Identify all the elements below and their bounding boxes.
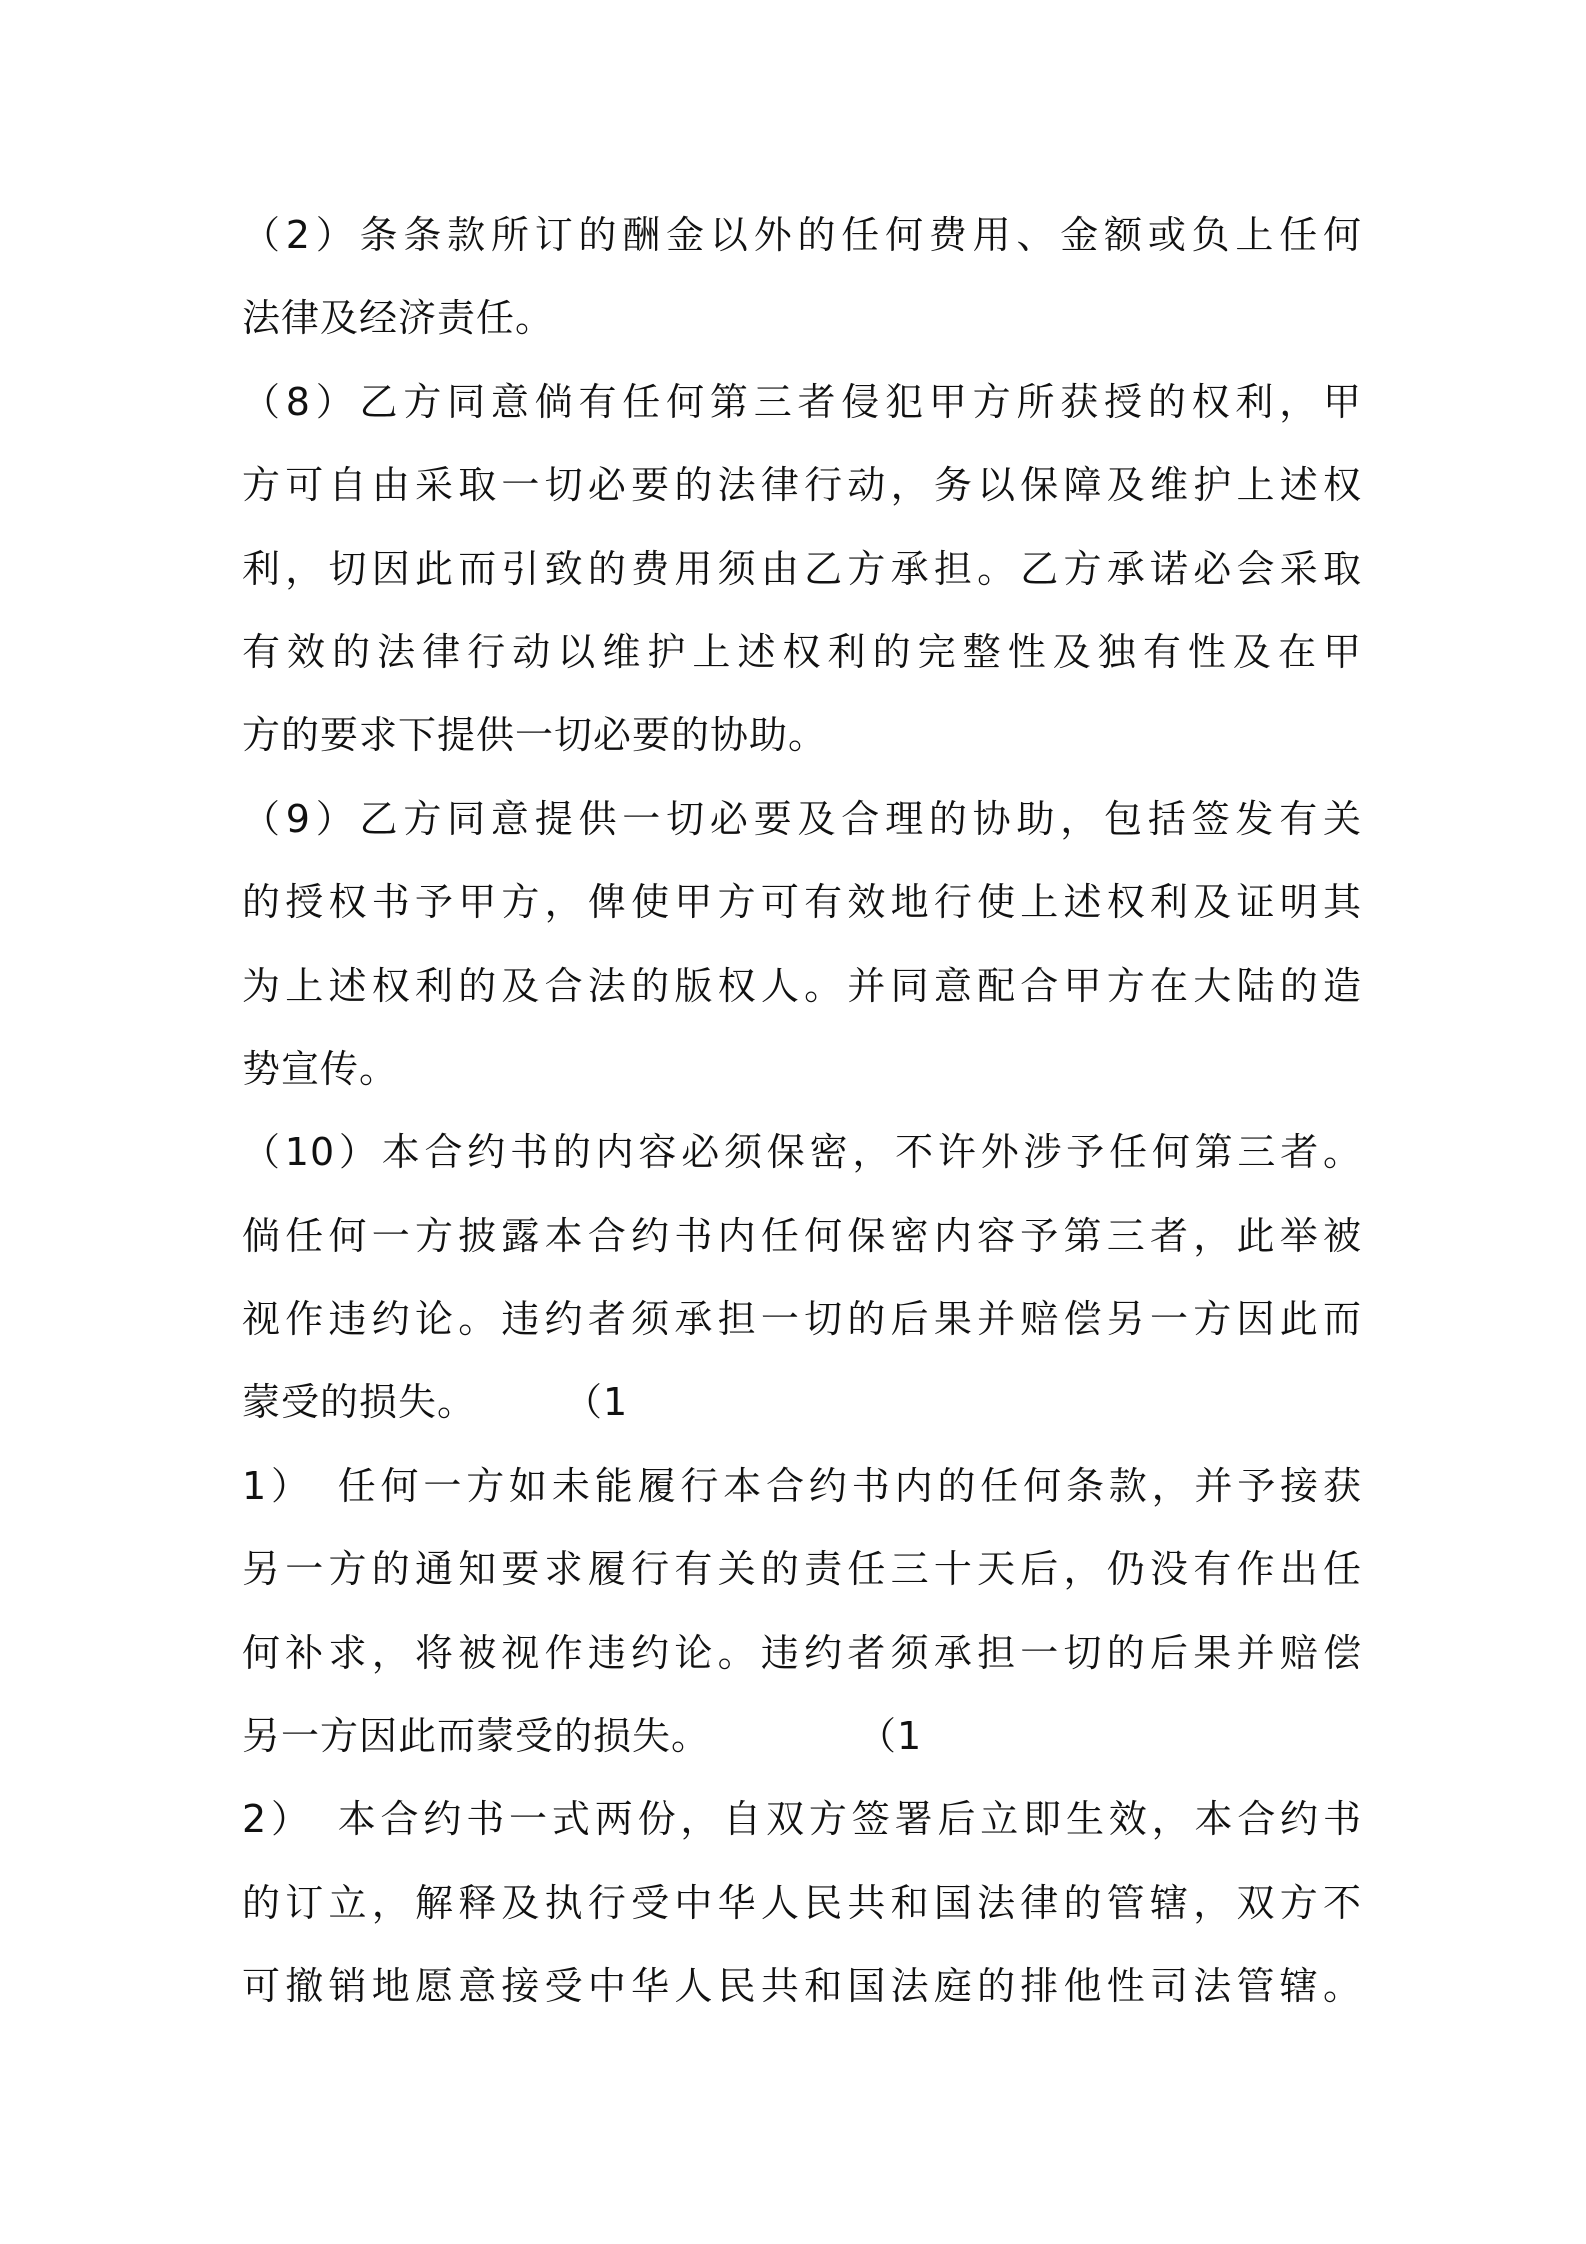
- text-line: 1） 任何一方如未能履行本合约书内的任何条款，并予接获: [242, 1463, 1362, 1508]
- text-line: 方的要求下提供一切必要的协助。: [242, 713, 828, 758]
- contract-text: [242, 194, 1362, 2029]
- text-line: 方可自由采取一切必要的法律行动，务以保障及维护上述权: [242, 463, 1362, 508]
- text-line: 视作违约论。违约者须承担一切的后果并赔偿另一方因此而: [242, 1297, 1362, 1342]
- clause-number-fragment: （1: [564, 1380, 629, 1425]
- text-line: （8）乙方同意倘有任何第三者侵犯甲方所获授的权利，甲: [242, 379, 1362, 424]
- line-text: 蒙受的损失。: [242, 1380, 477, 1425]
- text-line: （9）乙方同意提供一切必要及合理的协助，包括签发有关: [242, 796, 1362, 841]
- text-line: 利，切因此而引致的费用须由乙方承担。乙方承诺必会采取: [242, 546, 1362, 591]
- text-line: 何补求，将被视作违约论。违约者须承担一切的后果并赔偿: [242, 1630, 1362, 1675]
- text-line: （2）条条款所订的酬金以外的任何费用、金额或负上任何: [242, 213, 1362, 257]
- text-line: 的订立，解释及执行受中华人民共和国法律的管辖，双方不: [242, 1880, 1362, 1925]
- text-line: 势宣传。: [242, 1046, 399, 1091]
- text-line: [242, 1361, 1362, 1444]
- text-line: 2） 本合约书一式两份，自双方签署后立即生效，本合约书: [242, 1797, 1362, 1842]
- clause-number-fragment: （1: [858, 1714, 923, 1759]
- text-line: 另一方的通知要求履行有关的责任三十天后，仍没有作出任: [242, 1547, 1362, 1592]
- text-line: 法律及经济责任。: [242, 296, 555, 341]
- text-line: 为上述权利的及合法的版权人。并同意配合甲方在大陆的造: [242, 963, 1362, 1008]
- text-line: （10）本合约书的内容必须保密，不许外涉予任何第三者。: [242, 1130, 1362, 1175]
- line-text: 另一方因此而蒙受的损失。: [242, 1714, 711, 1759]
- text-line: [242, 1695, 1362, 1778]
- text-line: 有效的法律行动以维护上述权利的完整性及独有性及在甲: [242, 629, 1362, 674]
- text-line: 的授权书予甲方，俾使甲方可有效地行使上述权利及证明其: [242, 880, 1362, 925]
- text-line: 倘任何一方披露本合约书内任何保密内容予第三者，此举被: [242, 1213, 1362, 1258]
- text-line: 可撤销地愿意接受中华人民共和国法庭的排他性司法管辖。: [242, 1964, 1362, 2009]
